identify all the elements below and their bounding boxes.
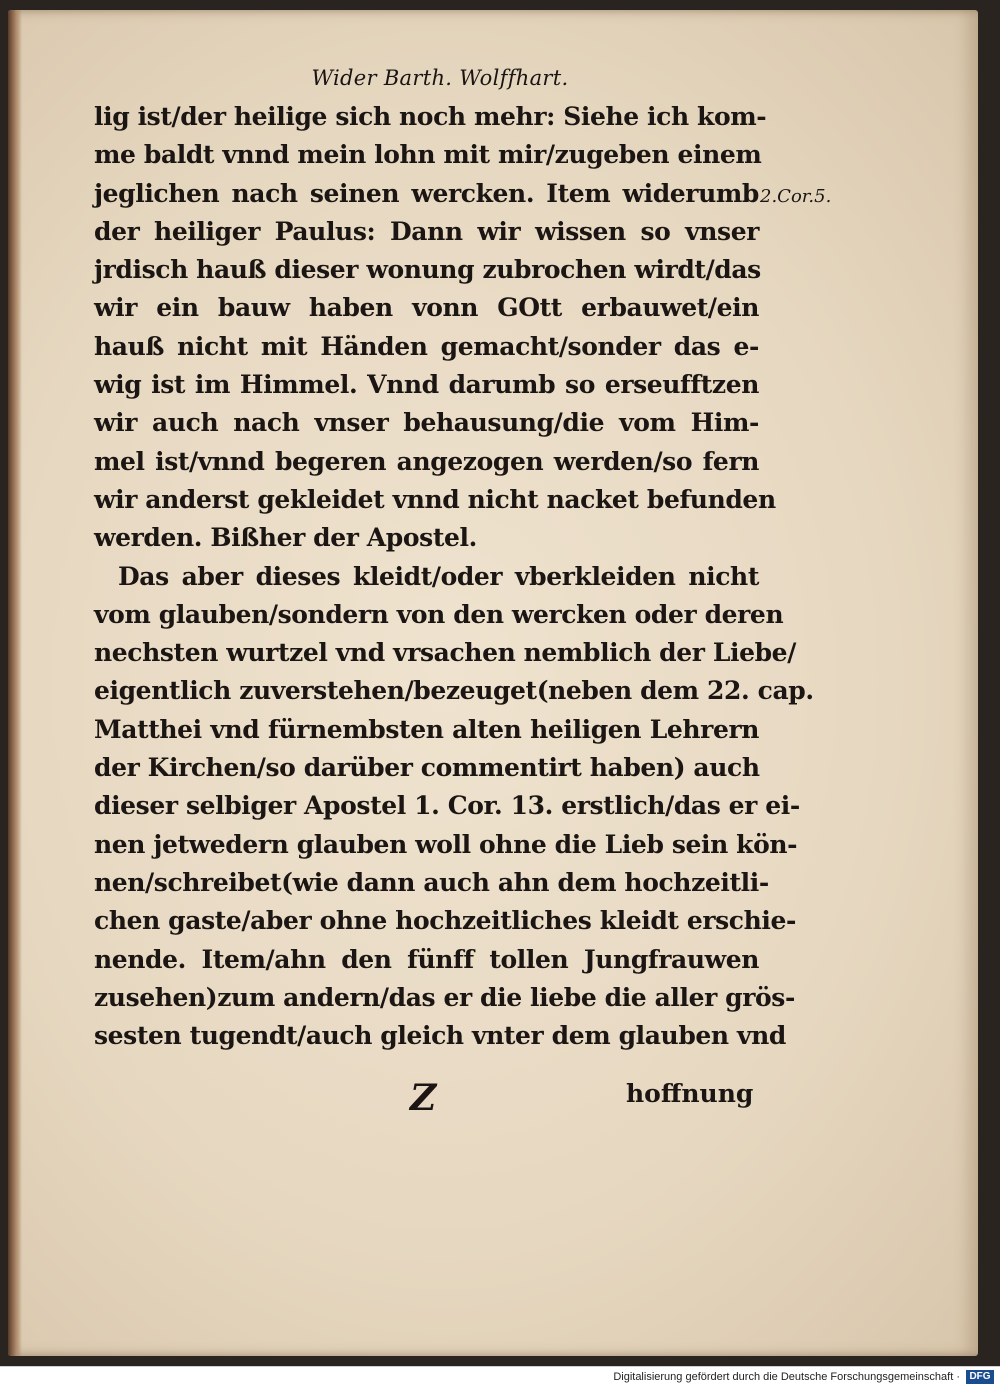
text-line: jeglichen nach seinen wercken. Item widerumb	[94, 178, 759, 208]
text-line: wir ein bauw haben vonn GOtt erbauwet/ein	[94, 293, 759, 323]
text-line: Matthei vnd fürnembsten alten heiligen Lehrern	[94, 714, 759, 744]
catchword: hoffnung	[626, 1079, 754, 1108]
text-line: lig ist/der heilige sich noch mehr: Siehe ich kom‐	[94, 102, 767, 131]
text-line: hauß nicht mit Händen gemacht/sonder das e‐	[94, 331, 759, 361]
text-line: nechsten wurtzel vnd vrsachen nemblich der Liebe/	[94, 638, 796, 668]
text-line: sesten tugendt/auch gleich vnter dem glauben vnd	[94, 1021, 786, 1051]
text-line: wir anderst gekleidet vnnd nicht nacket befunden	[94, 484, 776, 514]
signature-mark: Z	[410, 1077, 437, 1119]
text-line: nen/schreibet(wie dann auch ahn dem hochzeitli‐	[94, 867, 769, 897]
text-line: Das aber dieses kleidt/oder vberkleiden nicht	[118, 561, 759, 591]
text-line: der Kirchen/so darüber commentirt haben) auch	[94, 753, 760, 783]
text-line: wir auch nach vnser behausung/die vom Him‐	[94, 408, 759, 438]
page-spine-edge	[8, 10, 22, 1356]
text-line: vom glauben/sondern von den wercken oder deren	[94, 599, 784, 629]
text-line: wig ist im Himmel. Vnnd darumb so erseufftzen	[94, 370, 759, 400]
text-line: eigentlich zuverstehen/bezeuget(neben dem 22. cap.	[94, 676, 814, 706]
text-line: werden. Bißher der Apostel.	[94, 523, 477, 553]
text-line: der heiliger Paulus: Dann wir wissen so vnser	[94, 216, 759, 246]
text-line: me baldt vnnd mein lohn mit mir/zugeben einem	[94, 140, 762, 170]
text-line: dieser selbiger Apostel 1. Cor. 13. erstlich/das er ei‐	[94, 791, 800, 821]
text-line: chen gaste/aber ohne hochzeitliches kleidt erschie‐	[94, 906, 796, 936]
footer-bar	[0, 1366, 1000, 1389]
text-line: nen jetwedern glauben woll ohne die Lieb sein kön‐	[94, 829, 798, 859]
dfg-logo[interactable]: DFG	[966, 1370, 994, 1384]
funding-credit: Digitalisierung gefördert durch die Deutsche Forschungsgemeinschaft ·	[613, 1371, 960, 1383]
text-line: jrdisch hauß dieser wonung zubrochen wirdt/das	[94, 255, 761, 285]
marginal-note: 2.Cor.5.	[760, 186, 832, 207]
running-head: Wider Barth. Wolffhart.	[311, 66, 569, 90]
text-line: mel ist/vnnd begeren angezogen werden/so fern	[94, 446, 759, 476]
text-line: nende. Item/ahn den fünff tollen Jungfrauwen	[94, 944, 759, 974]
text-line: zusehen)zum andern/das er die liebe die aller grös‐	[94, 982, 795, 1012]
